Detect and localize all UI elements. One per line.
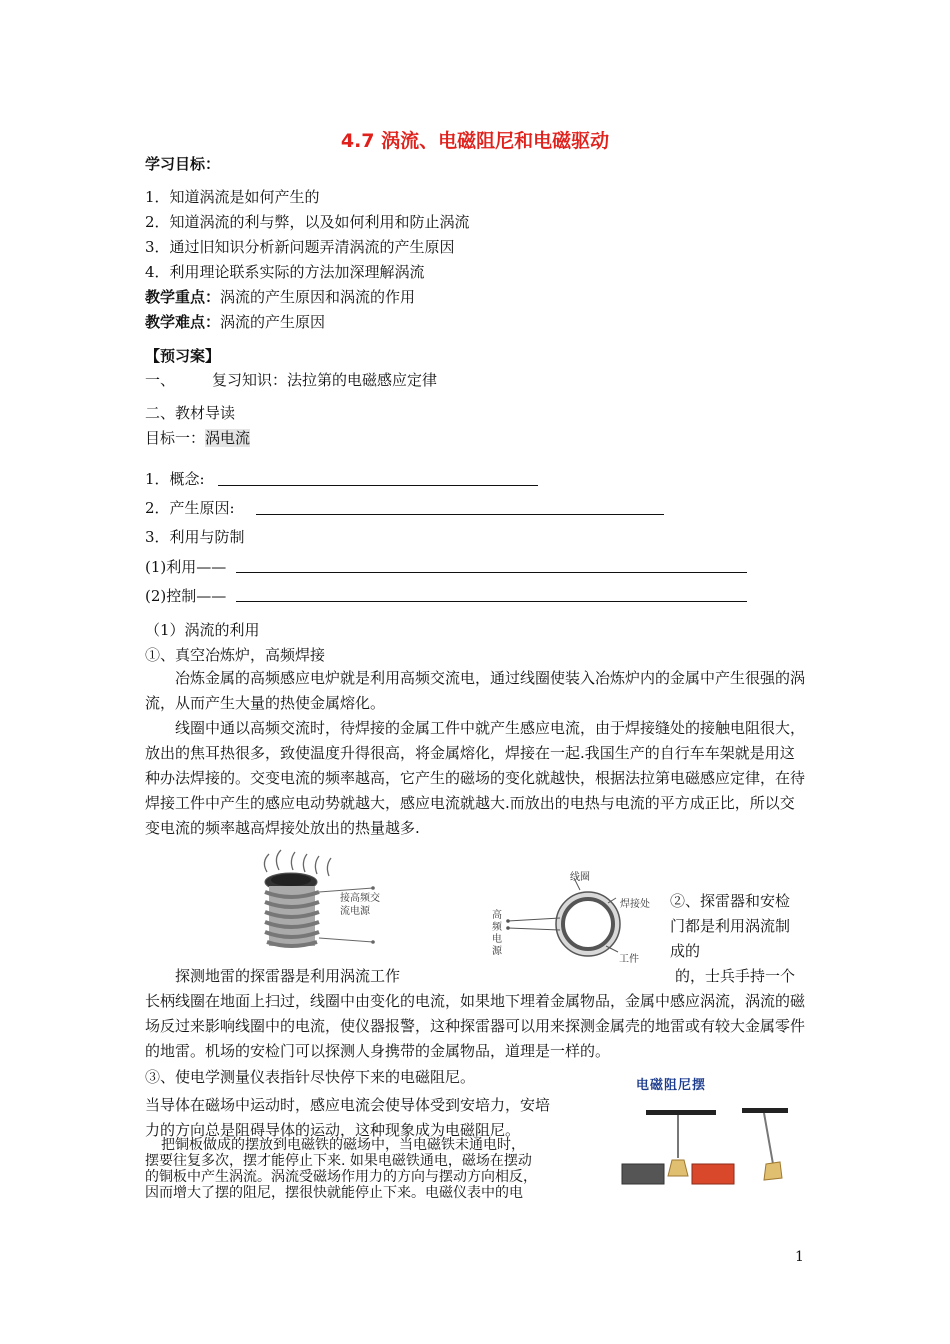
furnace-figure-label (340, 892, 380, 918)
preview-heading: 【预习案】 (145, 347, 221, 365)
blank-concept-label: 1．概念: (145, 470, 205, 488)
item2-heading (670, 889, 790, 964)
objective-item: 2．知道涡流的利与弊，以及如何利用和防止涡流 (145, 213, 470, 231)
mine-detector-line-right: 的，士兵手持一个 (675, 967, 796, 985)
source-label-char: 电 (492, 934, 502, 945)
objective-item: 4．利用理论联系实际的方法加深理解涡流 (145, 263, 425, 281)
source-label (492, 910, 502, 958)
workpiece-label: 工件 (619, 954, 639, 965)
source-label-char: 高 (492, 910, 502, 921)
source-label-char: 源 (492, 946, 502, 957)
difficult-point-text: 涡流的产生原因 (220, 313, 326, 331)
weld-label: 焊接处 (620, 899, 650, 910)
goal1 (145, 428, 250, 448)
key-point (145, 287, 415, 307)
pendulum-line: 的铜板中产生涡流。涡流受磁场作用力的方向与摆动方向相反， (145, 1169, 537, 1185)
difficult-point-label: 教学难点： (145, 313, 221, 331)
paragraph-pendulum (145, 1137, 537, 1201)
mine-detector-line-left: 探测地雷的探雷器是利用涡流工作 (175, 967, 401, 985)
blank-control-line (236, 601, 747, 602)
paragraph-welding-text: 线圈中通以高频交流时，待焊接的金属工件中就产生感应电流，由于焊接缝处的接触电阻很大，放出的焦耳热很多，致使温度升得很高，将金属熔化，焊接在一起.我国生产的自行车车架就是用这种办法焊接的。交变电流的频率越高，它产生的磁场的变化就越快，根据法拉第电磁感应定律，在待焊接工件中产生的感应电动势就越大，感应电流就越大.而放出的电热与电流的平方成正比，所以交变电流的频率越高焊接处放出的热量越多. (145, 719, 806, 837)
blank-use-line (236, 572, 747, 573)
furnace-label-line: 接高频交 (340, 893, 380, 904)
paragraph-furnace (145, 666, 807, 716)
use-heading: （1）涡流的利用 (145, 621, 260, 639)
damping-pendulum-figure (618, 1098, 808, 1190)
objective-item: 3．通过旧知识分析新问题弄清涡流的产生原因 (145, 238, 455, 256)
section1-num: 一、 (145, 371, 176, 389)
furnace-label-line: 流电源 (340, 906, 370, 917)
blank-control-label: (2)控制—— (145, 587, 227, 605)
blank-use-label: (1)利用—— (145, 558, 227, 576)
key-point-label: 教学重点： (145, 288, 221, 306)
item2-line: 成的 (670, 942, 701, 960)
key-point-text: 涡流的产生原因和涡流的作用 (220, 288, 416, 306)
paragraph-welding (145, 716, 807, 841)
damping-line: 力的方向总是阻碍导体的运动，这种现象成为电磁阻尼。 (145, 1121, 521, 1139)
pendulum-figure-title: 电磁阻尼摆 (636, 1078, 707, 1093)
paragraph-mine-detector: 长柄线圈在地面上扫过，线圈中由变化的电流，如果地下埋着金属物品，金属中感应涡流，涡流的磁场反过来影响线圈中的电流，使仪器报警，这种探雷器可以用来探测金属壳的地雷或有较大金属零件的地雷。机场的安检门可以探测人身携带的金属物品，道理是一样的。 (145, 992, 806, 1060)
item3-heading: ③、使电学测量仪表指针尽快停下来的电磁阻尼。 (145, 1068, 476, 1086)
use-and-prevent-label: 3．利用与防制 (145, 528, 245, 546)
difficult-point (145, 312, 325, 332)
goal1-highlight: 涡电流 (205, 429, 251, 447)
damping-line: 当导体在磁场中运动时，感应电流会使导体受到安培力，安培 (145, 1096, 551, 1114)
blank-concept-line (218, 485, 538, 486)
item2-line: ②、探雷器和安检 (670, 892, 791, 910)
pendulum-line: 因而增大了摆的阻尼，摆很快就能停止下来。电磁仪表中的电 (145, 1185, 523, 1201)
paragraph-furnace-text: 冶炼金属的高频感应电炉就是利用高频交流电，通过线圈使装入冶炼炉内的金属中产生很强的涡流，从而产生大量的热使金属熔化。 (145, 669, 806, 712)
blank-cause-label: 2．产生原因: (145, 499, 235, 517)
page-title: 4.7 涡流、电磁阻尼和电磁驱动 (340, 130, 610, 152)
blank-cause-line (256, 514, 664, 515)
source-label-char: 频 (492, 922, 502, 933)
pendulum-line: 摆要往复多次，摆才能停止下来. 如果电磁铁通电，磁场在摆动 (145, 1153, 532, 1169)
paragraph-damping (145, 1093, 550, 1143)
goal1-label: 目标一： (145, 429, 206, 447)
coil-label: 线圈 (570, 872, 590, 883)
objective-item: 1．知道涡流是如何产生的 (145, 188, 320, 206)
item2-line: 门都是利用涡流制 (670, 917, 791, 935)
item1-heading: ①、真空冶炼炉，高频焊接 (145, 646, 326, 664)
objectives-heading: 学习目标： (145, 155, 221, 173)
section2-heading: 二、教材导读 (145, 404, 236, 422)
section1-text: 复习知识：法拉第的电磁感应定律 (212, 371, 438, 389)
pendulum-line: 把铜板做成的摆放到电磁铁的磁场中，当电磁铁未通电时， (161, 1137, 525, 1153)
page-number: 1 (795, 1249, 804, 1265)
